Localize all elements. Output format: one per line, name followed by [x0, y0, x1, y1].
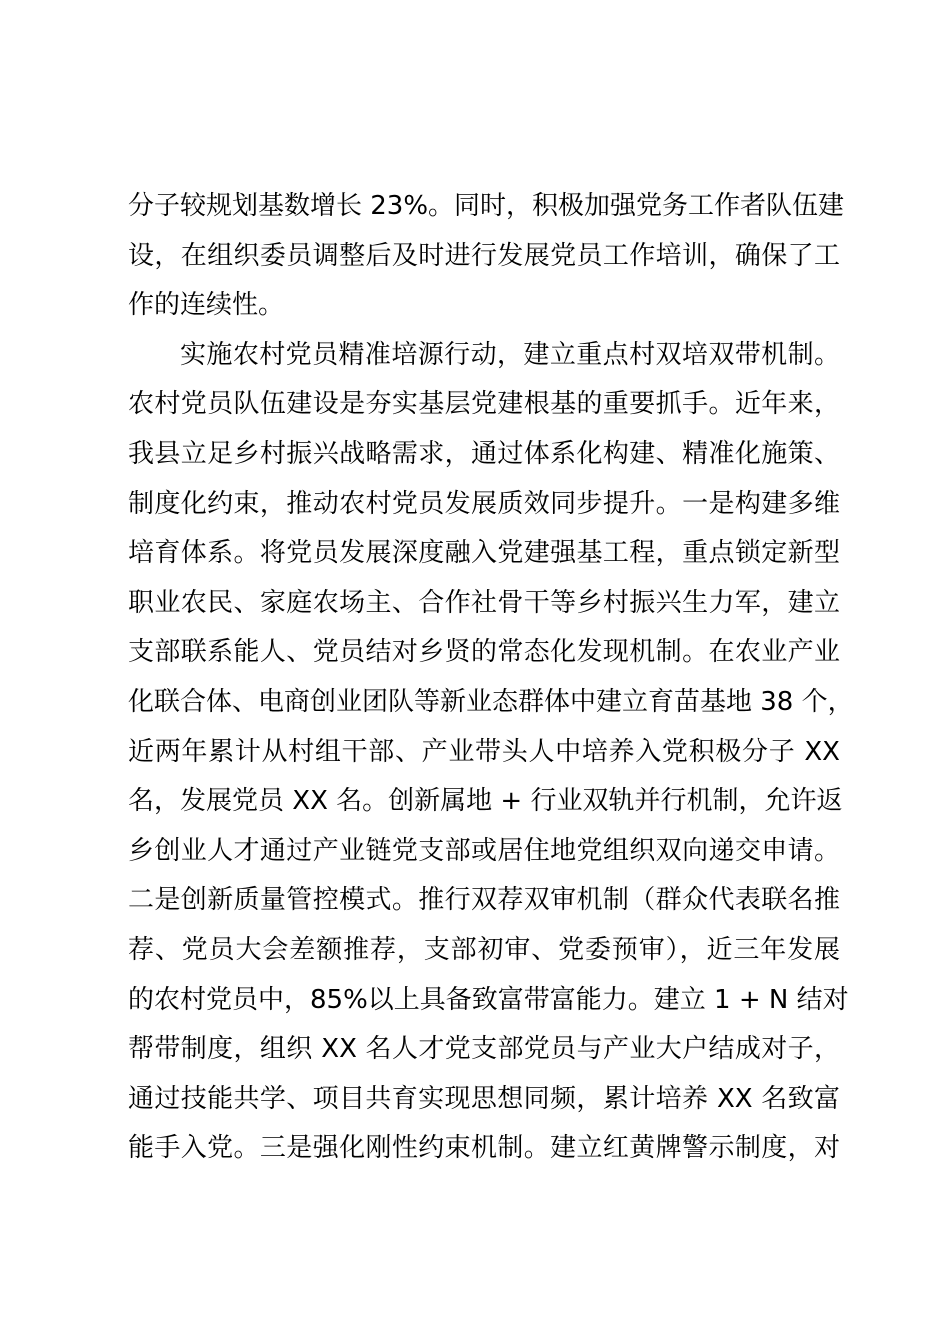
text-line: 制度化约束，推动农村党员发展质效同步提升。一是构建多维: [128, 488, 840, 519]
text-line: 名，发展党员 XX 名。创新属地 + 行业双轨并行机制，允许返: [128, 786, 843, 817]
text-line: 帮带制度，组织 XX 名人才党支部党员与产业大户结成对子，: [128, 1034, 840, 1065]
text-line: 的农村党员中，85%以上具备致富带富能力。建立 1 + N 结对: [128, 984, 849, 1015]
text-line: 培育体系。将党员发展深度融入党建强基工程，重点锁定新型: [128, 538, 840, 569]
text-line: 设，在组织委员调整后及时进行发展党员工作培训，确保了工: [128, 240, 840, 271]
text-line: 近两年累计从村组干部、产业带头人中培养入党积极分子 XX: [128, 736, 840, 767]
text-line: 分子较规划基数增长 23%。同时，积极加强党务工作者队伍建: [128, 191, 845, 221]
paragraph-heading-line: 实施农村党员精准培源行动，建立重点村双培双带机制。: [180, 339, 840, 370]
text-line: 农村党员队伍建设是夯实基层党建根基的重要抓手。近年来，: [128, 389, 840, 420]
text-line: 作的连续性。: [128, 290, 285, 321]
body-text: [128, 182, 854, 1174]
text-line: 二是创新质量管控模式。推行双荐双审机制（群众代表联名推: [128, 885, 840, 916]
text-line: 荐、党员大会差额推荐，支部初审、党委预审），近三年发展: [128, 934, 840, 965]
text-line: 能手入党。三是强化刚性约束机制。建立红黄牌警示制度，对: [128, 1133, 840, 1164]
text-line: 化联合体、电商创业团队等新业态群体中建立育苗基地 38 个，: [128, 686, 854, 717]
text-line: 我县立足乡村振兴战略需求，通过体系化构建、精准化施策、: [128, 438, 840, 469]
text-line: 支部联系能人、党员结对乡贤的常态化发现机制。在农业产业: [128, 637, 840, 668]
text-line: 通过技能共学、项目共育实现思想同频，累计培养 XX 名致富: [128, 1083, 840, 1114]
text-line: 乡创业人才通过产业链党支部或居住地党组织双向递交申请。: [128, 835, 840, 866]
text-line: 职业农民、家庭农场主、合作社骨干等乡村振兴生力军，建立: [128, 587, 840, 618]
